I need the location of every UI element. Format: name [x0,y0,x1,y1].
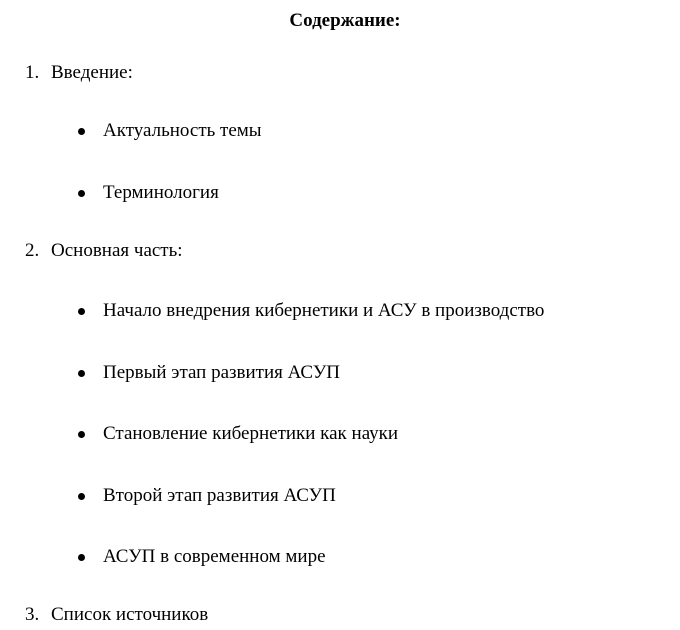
toc-item-label: Первый этап развития АСУП [103,362,341,383]
bullet-icon [78,308,85,315]
toc-item-label: Становление кибернетики как науки [103,423,399,444]
toc-title: Содержание: [289,10,401,31]
section-number: 2. [25,240,40,261]
toc-item-label: Начало внедрения кибернетики и АСУ в производство [103,300,545,321]
section-label: Основная часть: [51,240,183,261]
section-label: Введение: [51,62,133,83]
bullet-icon [78,128,85,135]
bullet-icon [78,493,85,500]
section-label: Список источников [51,604,209,625]
bullet-icon [78,370,85,377]
bullet-icon [78,554,85,561]
toc-item-label: Второй этап развития АСУП [103,485,336,506]
toc-item-label: Терминология [103,182,219,203]
toc-item-label: Актуальность темы [103,120,262,141]
bullet-icon [78,190,85,197]
bullet-icon [78,431,85,438]
section-number: 1. [25,62,40,83]
section-number: 3. [25,604,40,625]
toc-item-label: АСУП в современном мире [103,546,326,567]
